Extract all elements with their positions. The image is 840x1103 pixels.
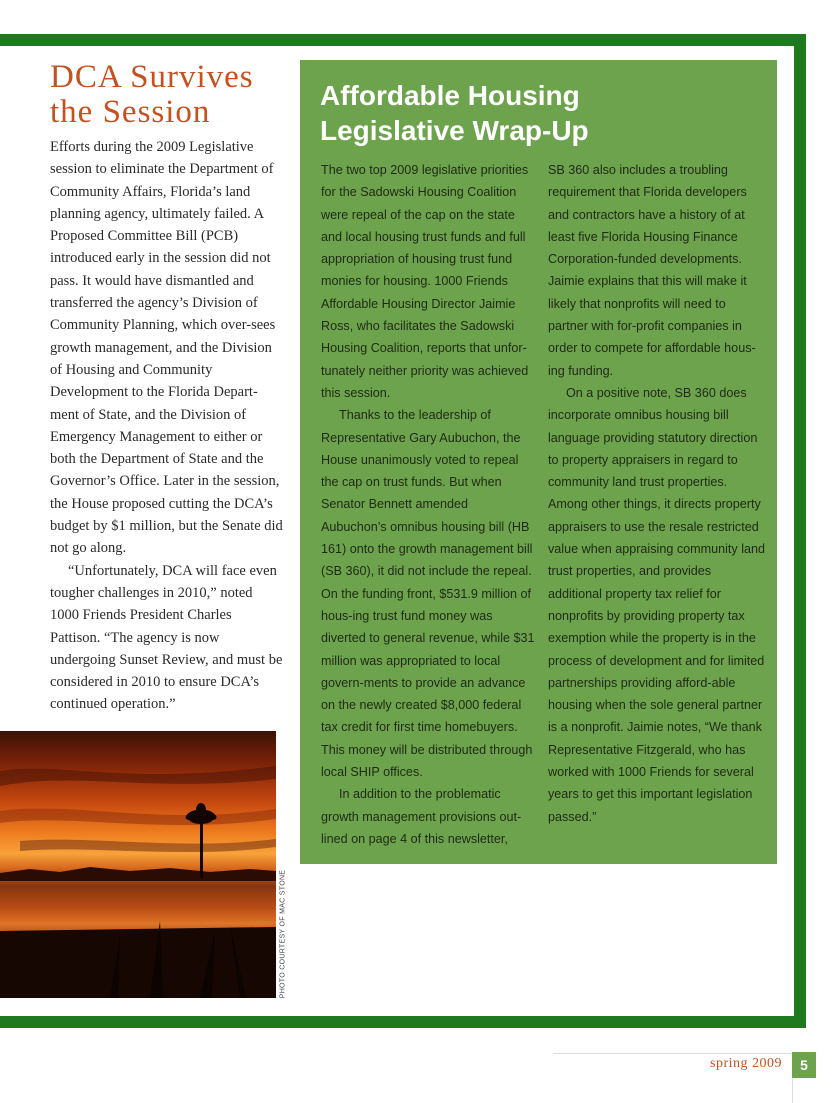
dca-title-line-1: DCA Survives [50, 59, 254, 95]
page-frame-bottom [0, 1016, 806, 1028]
dca-article-body [50, 136, 285, 716]
sunset-photo-art [0, 731, 276, 998]
box-title-line-2: Legislative Wrap-Up [320, 115, 589, 146]
affordable-housing-title [320, 78, 760, 148]
dca-article-title [50, 60, 285, 130]
sunset-palm-photo [0, 731, 276, 998]
dca-article [50, 60, 285, 716]
dca-title-line-2: the Session [50, 94, 211, 130]
box-col1-paragraph-1: The two top 2009 legislative priorities for the Sadowski Housing Coalition were repeal of the cap on the state and local housing trust funds and full appropriation of housing trust fund monies for housing. 1000 Friends Affordable Housing Director Jaimie Ross, who facilitates the Sadowski Housing Coalition, reports that unfor-tunately neither priority was achieved this session. [321, 163, 529, 400]
photo-credit [276, 870, 290, 998]
footer-vertical-rule [792, 1078, 793, 1103]
box-col2-paragraph-2: On a positive note, SB 360 does incorporate omnibus housing bill language providing statutory direction to property appraisers in regard to community land trust properties. Among other things, it directs property appraisers to use the resale restricted value when appraising community land trust properties, and provides additional property tax relief for nonprofits by providing property tax exemption while the property is in the process of development and for limited partnerships providing afford-able housing when the sole general partner is a nonprofit. Jaimie notes, “We thank Representative Fitzgerald, who has worked with 1000 Friends for several years to get this important legislation passed.” [548, 385, 766, 824]
footer-rule [553, 1053, 791, 1054]
page-frame-top [0, 34, 806, 46]
page-number: 5 [792, 1052, 816, 1078]
dca-paragraph-1: Efforts during the 2009 Legislative session to eliminate the Department of Community Affairs, Florida’s land planning agency, ultimately failed. A Proposed Committee Bill (PCB) introduced early in the session did not pass. It would have dismantled and transferred the agency’s Division of Community Planning, which over-sees growth management, and the Division of Housing and Community Development to the Florida Depart-ment of State, and the Division of Emergency Management to either or both the Department of State and the Governor’s Office. Later in the session, the House proposed cutting the DCA’s budget by $1 million, but the Senate did not go along. [50, 139, 283, 557]
box-col1-paragraph-3: In addition to the problematic growth management provisions out-lined on page 4 of this newsletter, [321, 787, 522, 846]
box-title-line-1: Affordable Housing [320, 80, 580, 111]
dca-paragraph-2: “Unfortunately, DCA will face even tougher challenges in 2010,” noted 1000 Friends President Charles Pattison. “The agency is now undergoing Sunset Review, and must be considered in 2010 to ensure DCA’s continued operation.” [50, 562, 283, 713]
page-frame-right [794, 34, 806, 1028]
photo-credit-text: PHOTO COURTESY OF MAC STONE [279, 869, 287, 999]
box-col1-paragraph-2: Thanks to the leadership of Representative Gary Aubuchon, the House unanimously voted to repeal the cap on trust funds. But when Senator Bennett amended Aubuchon’s omnibus housing bill (HB 161) onto the growth management bill (SB 360), it did not include the repeal. On the funding front, $531.9 million of hous-ing trust fund money was diverted to general revenue, while $31 million was appropriated to local govern-ments to provide an advance on the newly created $8,000 federal tax credit for first time homebuyers. This money will be distributed through local SHIP offices. [321, 408, 535, 780]
box-column-1 [321, 159, 536, 850]
box-col2-paragraph-1: SB 360 also includes a troubling requirement that Florida developers and contractors have a history of at least five Florida Housing Finance Corporation-funded developments. Jaimie explains that this will make it likely that nonprofits will need to partner with for-profit companies in order to compete for affordable hous-ing funding. [548, 163, 756, 378]
footer-season: spring 2009 [710, 1056, 782, 1071]
box-column-2 [548, 159, 766, 828]
affordable-housing-box [300, 60, 777, 864]
